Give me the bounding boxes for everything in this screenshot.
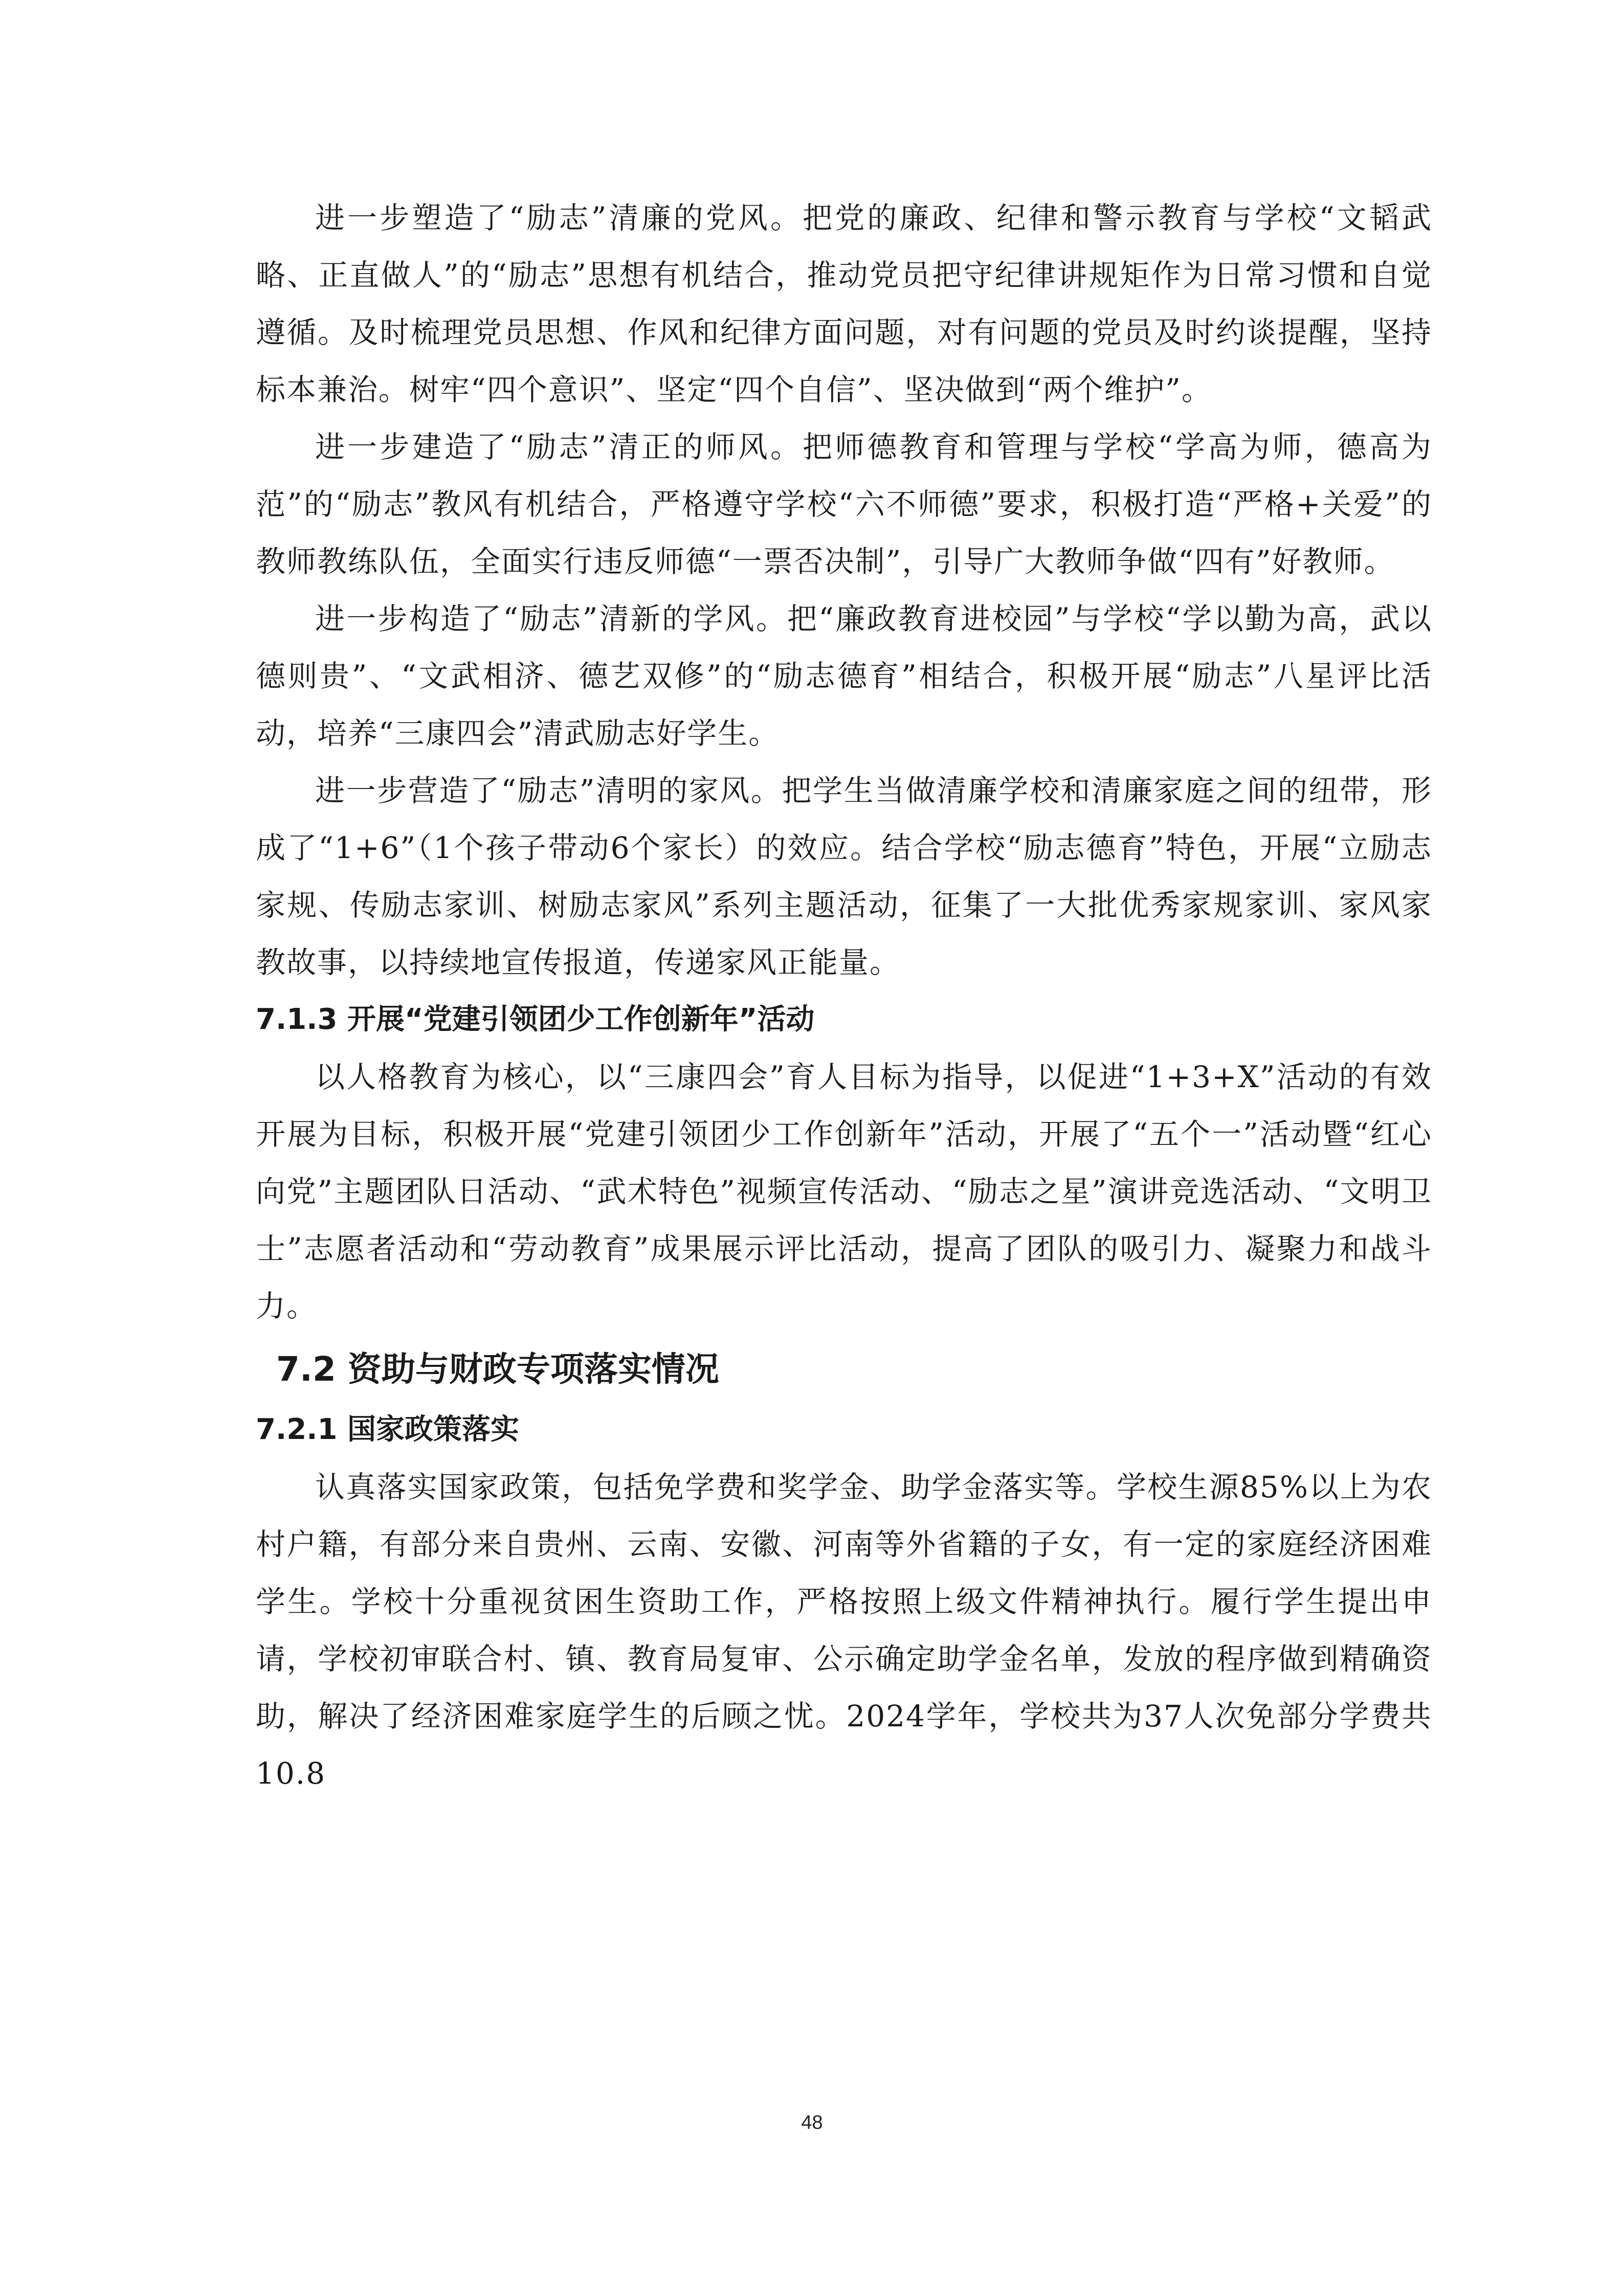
paragraph-teacher-style: 进一步建造了“励志”清正的师风。把师德教育和管理与学校“学高为师，德高为范”的“励志”教风有机结合，严格遵守学校“六不师德”要求，积极打造“严格+关爱”的教师教练队伍，全面实行违反师德“一票否决制”，引导广大教师争做“四有”好教师。 [256,430,1432,579]
page-number: 48 [801,2112,823,2133]
paragraph-party-style: 进一步塑造了“励志”清廉的党风。把党的廉政、纪律和警示教育与学校“文韬武略、正直做人”的“励志”思想有机结合，推动党员把守纪律讲规矩作为日常习惯和自觉遵循。及时梳理党员思想、作风和纪律方面问题，对有问题的党员及时约谈提醒，坚持标本兼治。树牢“四个意识”、坚定“四个自信”、坚决做到“两个维护”。 [256,200,1432,407]
paragraph-7-2-1: 认真落实国家政策，包括免学费和奖学金、助学金落实等。学校生源85%以上为农村户籍，有部分来自贵州、云南、安徽、河南等外省籍的子女，有一定的家庭经济困难学生。学校十分重视贫困生资助工作，严格按照上级文件精神执行。履行学生提出申请，学校初审联合村、镇、教育局复审、公示确定助学金名单，发放的程序做到精确资助，解决了经济困难家庭学生的后顾之忧。2024学年，学校共为37人次免部分学费共10.8 [256,1470,1432,1791]
heading-7-1-3: 7.1.3 开展“党建引领团少工作创新年”活动 [256,1003,815,1036]
heading-7-2: 7.2 资助与财政专项落实情况 [276,1349,719,1389]
paragraph-family-style: 进一步营造了“励志”清明的家风。把学生当做清廉学校和清廉家庭之间的纽带，形成了“1+6”（1个孩子带动6个家长）的效应。结合学校“励志德育”特色，开展“立励志家规、传励志家训、树励志家风”系列主题活动，征集了一大批优秀家规家训、家风家教故事，以持续地宣传报道，传递家风正能量。 [256,773,1432,980]
heading-7-2-1: 7.2.1 国家政策落实 [256,1413,519,1446]
paragraph-study-style: 进一步构造了“励志”清新的学风。把“廉政教育进校园”与学校“学以勤为高，武以德则贵”、“文武相济、德艺双修”的“励志德育”相结合，积极开展“励志”八星评比活动，培养“三康四会”清武励志好学生。 [256,601,1432,751]
page-content [256,189,1432,1802]
paragraph-7-1-3: 以人格教育为核心，以“三康四会”育人目标为指导，以促进“1+3+X”活动的有效开展为目标，积极开展“党建引领团少工作创新年”活动，开展了“五个一”活动暨“红心向党”主题团队日活动、“武术特色”视频宣传活动、“励志之星”演讲竞选活动、“文明卫士”志愿者活动和“劳动教育”成果展示评比活动，提高了团队的吸引力、凝聚力和战斗力。 [256,1060,1432,1323]
